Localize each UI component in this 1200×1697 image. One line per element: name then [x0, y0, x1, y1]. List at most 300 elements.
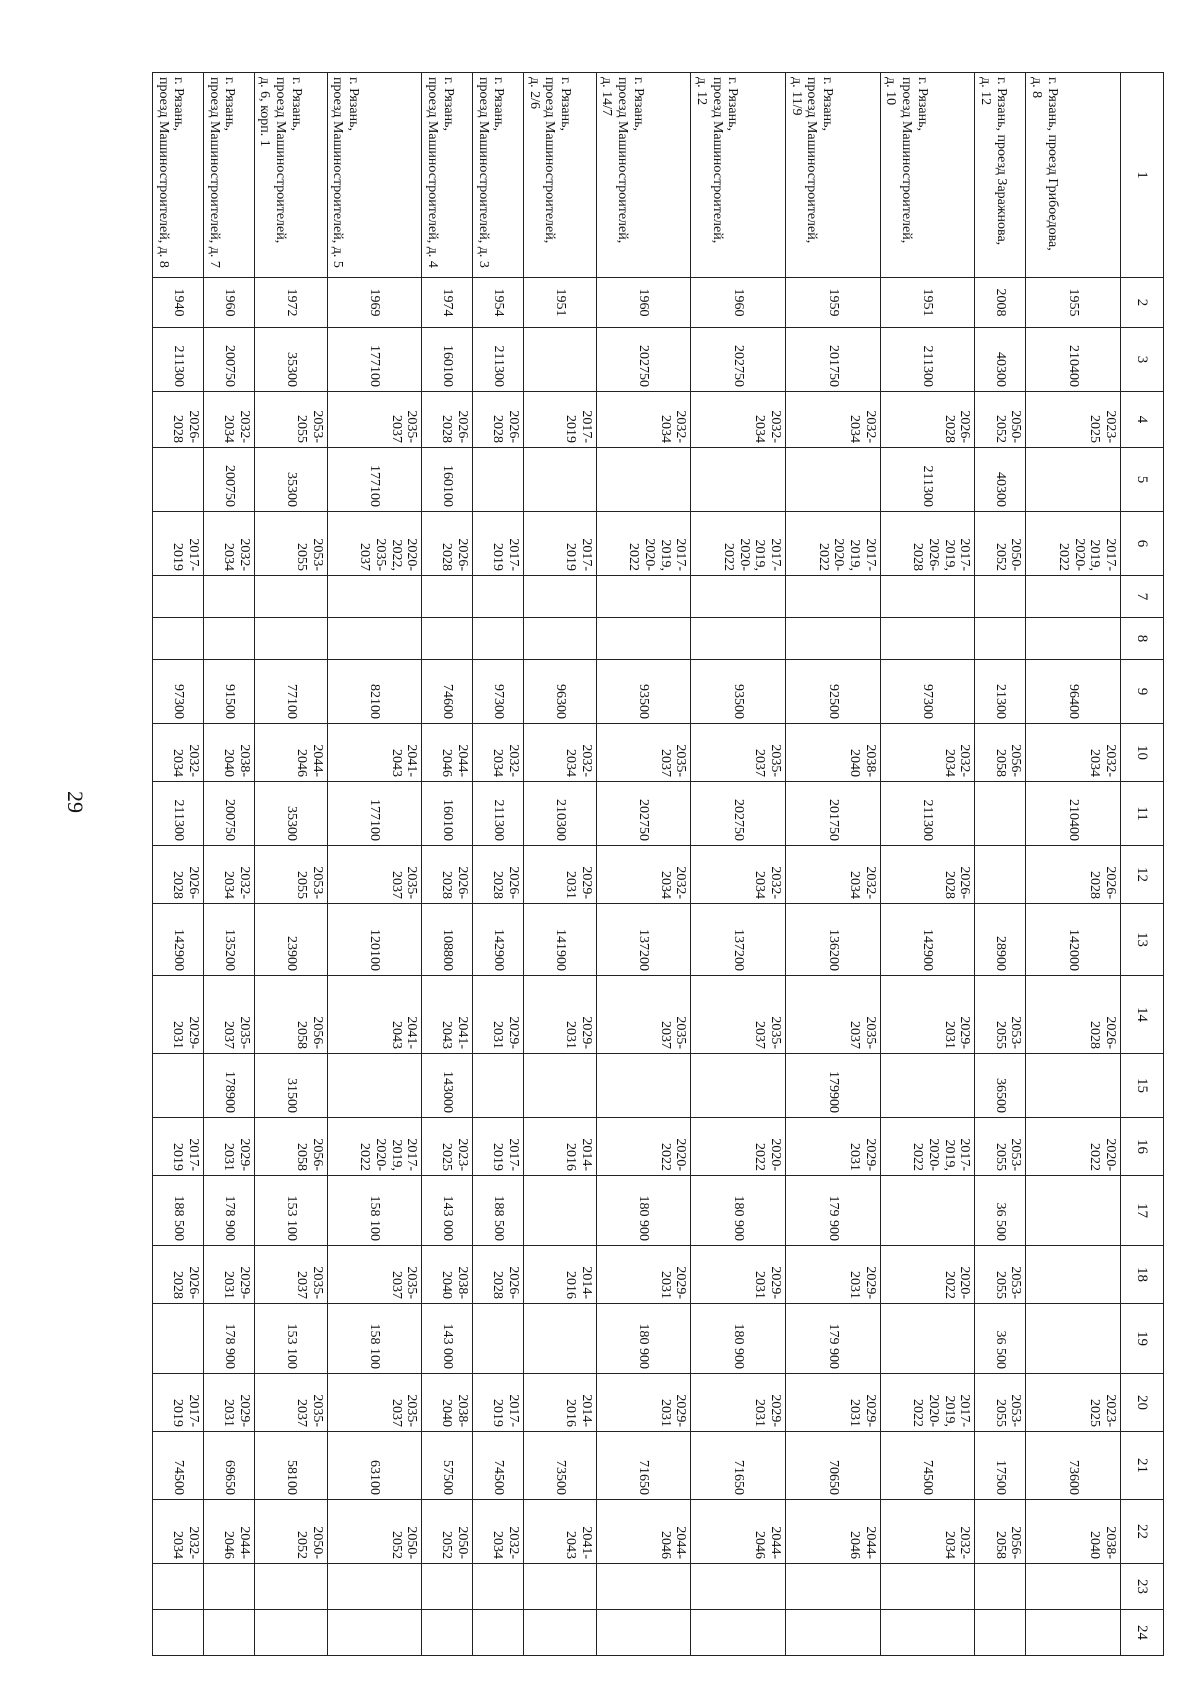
- address-cell: г. Рязань, проезд Машиностроителей, д. 6, корп. 1: [254, 73, 327, 278]
- column-header-9: 9: [1121, 660, 1164, 724]
- column-header-7: 7: [1121, 576, 1164, 618]
- cell-col-12: 2035- 2037: [327, 846, 422, 904]
- address-cell: г. Рязань, проезд Машиностроителей, д. 11/9: [786, 73, 881, 278]
- cell-col-6: 2017- 2019, 2026- 2028: [880, 512, 975, 576]
- cell-col-18: 2035- 2037: [327, 1246, 422, 1304]
- cell-col-17: 188 500: [153, 1176, 204, 1246]
- cell-col-12: 2032- 2034: [691, 846, 786, 904]
- cell-col-16: 2053- 2055: [975, 1118, 1026, 1176]
- address-cell: г. Рязань, проезд Машиностроителей, д. 4: [422, 73, 473, 278]
- cell-col-10: 2032- 2034: [153, 724, 204, 782]
- construction-year-cell: 1951: [523, 278, 596, 328]
- cell-col-11: 160100: [422, 782, 473, 846]
- cell-col-22: 2056- 2058: [975, 1500, 1026, 1564]
- cell-col-12: 2026- 2028: [422, 846, 473, 904]
- cell-col-23: [1026, 1564, 1121, 1610]
- cell-col-10: 2044- 2046: [422, 724, 473, 782]
- cell-col-13: 120100: [327, 904, 422, 976]
- construction-year-cell: 1951: [880, 278, 975, 328]
- cell-col-11: 200750: [203, 782, 254, 846]
- table-row: [473, 73, 524, 1656]
- cell-col-17: 180 900: [596, 1176, 691, 1246]
- construction-year-cell: 1959: [786, 278, 881, 328]
- cell-col-23: [596, 1564, 691, 1610]
- cell-col-21: 63100: [327, 1432, 422, 1500]
- column-header-1: 1: [1121, 73, 1164, 278]
- cell-col-19: [1026, 1304, 1121, 1374]
- construction-year-cell: 1972: [254, 278, 327, 328]
- cell-col-4: 2026- 2028: [880, 392, 975, 448]
- cell-col-16: 2017- 2019: [473, 1118, 524, 1176]
- table-row: [327, 73, 422, 1656]
- cell-col-7: [596, 576, 691, 618]
- cell-col-12: 2053- 2055: [254, 846, 327, 904]
- cell-col-19: 143 000: [422, 1304, 473, 1374]
- cell-col-16: 2020- 2022: [596, 1118, 691, 1176]
- cell-col-7: [975, 576, 1026, 618]
- column-header-17: 17: [1121, 1176, 1164, 1246]
- cell-col-13: 23900: [254, 904, 327, 976]
- cell-col-6: 2017- 2019, 2020- 2022: [786, 512, 881, 576]
- cell-col-5: [1026, 448, 1121, 512]
- cell-col-3: 200750: [203, 328, 254, 392]
- table-row: [153, 73, 204, 1656]
- cell-col-13: 142900: [153, 904, 204, 976]
- cell-col-9: 93500: [691, 660, 786, 724]
- address-cell: г. Рязань, проезд Машиностроителей, д. 12: [691, 73, 786, 278]
- cell-col-6: 2017- 2019: [523, 512, 596, 576]
- cell-col-22: 2044- 2046: [786, 1500, 881, 1564]
- cell-col-14: 2026- 2028: [1026, 976, 1121, 1054]
- cell-col-14: 2035- 2037: [596, 976, 691, 1054]
- cell-col-11: [975, 782, 1026, 846]
- cell-col-23: [691, 1564, 786, 1610]
- cell-col-5: [786, 448, 881, 512]
- cell-col-8: [523, 618, 596, 660]
- construction-year-cell: 1960: [596, 278, 691, 328]
- cell-col-6: 2017- 2019, 2020- 2022: [1026, 512, 1121, 576]
- table-row: [880, 73, 975, 1656]
- cell-col-3: 211300: [473, 328, 524, 392]
- cell-col-3: [523, 328, 596, 392]
- cell-col-17: 143 000: [422, 1176, 473, 1246]
- cell-col-22: 2050- 2052: [327, 1500, 422, 1564]
- cell-col-24: [203, 1610, 254, 1656]
- cell-col-7: [254, 576, 327, 618]
- cell-col-19: [153, 1304, 204, 1374]
- cell-col-14: 2029- 2031: [880, 976, 975, 1054]
- cell-col-13: 142900: [473, 904, 524, 976]
- cell-col-13: 141900: [523, 904, 596, 976]
- cell-col-8: [1026, 618, 1121, 660]
- column-header-23: 23: [1121, 1564, 1164, 1610]
- table-row: [1026, 73, 1121, 1656]
- table-row: [786, 73, 881, 1656]
- cell-col-23: [422, 1564, 473, 1610]
- cell-col-22: 2050- 2052: [422, 1500, 473, 1564]
- cell-col-4: 2032- 2034: [596, 392, 691, 448]
- cell-col-20: 2029- 2031: [203, 1374, 254, 1432]
- cell-col-24: [786, 1610, 881, 1656]
- cell-col-3: 35300: [254, 328, 327, 392]
- cell-col-6: 2020- 2022, 2035- 2037: [327, 512, 422, 576]
- cell-col-14: 2035- 2037: [786, 976, 881, 1054]
- cell-col-7: [691, 576, 786, 618]
- cell-col-19: 178 900: [203, 1304, 254, 1374]
- cell-col-23: [786, 1564, 881, 1610]
- cell-col-3: 160100: [422, 328, 473, 392]
- cell-col-15: [523, 1054, 596, 1118]
- table-row: [691, 73, 786, 1656]
- cell-col-7: [786, 576, 881, 618]
- cell-col-18: 2053- 2055: [975, 1246, 1026, 1304]
- cell-col-9: 97300: [880, 660, 975, 724]
- table-body: [153, 73, 1121, 1656]
- cell-col-23: [523, 1564, 596, 1610]
- cell-col-17: [880, 1176, 975, 1246]
- cell-col-6: 2032- 2034: [203, 512, 254, 576]
- cell-col-24: [1026, 1610, 1121, 1656]
- cell-col-3: 211300: [153, 328, 204, 392]
- cell-col-3: 211300: [880, 328, 975, 392]
- cell-col-11: 211300: [153, 782, 204, 846]
- column-header-22: 22: [1121, 1500, 1164, 1564]
- cell-col-21: 69650: [203, 1432, 254, 1500]
- cell-col-18: 2026- 2028: [153, 1246, 204, 1304]
- cell-col-15: [153, 1054, 204, 1118]
- cell-col-23: [153, 1564, 204, 1610]
- cell-col-9: 93500: [596, 660, 691, 724]
- cell-col-3: 210400: [1026, 328, 1121, 392]
- cell-col-8: [691, 618, 786, 660]
- construction-year-cell: 1969: [327, 278, 422, 328]
- cell-col-6: 2017- 2019: [473, 512, 524, 576]
- cell-col-6: 2026- 2028: [422, 512, 473, 576]
- cell-col-5: 160100: [422, 448, 473, 512]
- cell-col-18: 2029- 2031: [786, 1246, 881, 1304]
- cell-col-6: 2017- 2019: [153, 512, 204, 576]
- table-row: [523, 73, 596, 1656]
- construction-year-cell: 2008: [975, 278, 1026, 328]
- cell-col-6: 2017- 2019, 2020- 2022: [596, 512, 691, 576]
- cell-col-9: 91500: [203, 660, 254, 724]
- cell-col-15: [1026, 1054, 1121, 1118]
- cell-col-20: 2029- 2031: [691, 1374, 786, 1432]
- cell-col-4: 2053- 2055: [254, 392, 327, 448]
- cell-col-10: 2032- 2034: [1026, 724, 1121, 782]
- cell-col-3: 202750: [691, 328, 786, 392]
- cell-col-5: 40300: [975, 448, 1026, 512]
- cell-col-17: 180 900: [691, 1176, 786, 1246]
- cell-col-21: 70650: [786, 1432, 881, 1500]
- cell-col-4: 2017- 2019: [523, 392, 596, 448]
- cell-col-17: [523, 1176, 596, 1246]
- column-header-3: 3: [1121, 328, 1164, 392]
- cell-col-9: 96300: [523, 660, 596, 724]
- cell-col-11: 210300: [523, 782, 596, 846]
- cell-col-21: 73600: [1026, 1432, 1121, 1500]
- cell-col-16: 2017- 2019, 2020- 2022: [880, 1118, 975, 1176]
- column-header-11: 11: [1121, 782, 1164, 846]
- column-header-16: 16: [1121, 1118, 1164, 1176]
- cell-col-9: 77100: [254, 660, 327, 724]
- cell-col-8: [975, 618, 1026, 660]
- cell-col-21: 74500: [880, 1432, 975, 1500]
- cell-col-5: [691, 448, 786, 512]
- cell-col-18: 2020- 2022: [880, 1246, 975, 1304]
- construction-year-cell: 1960: [691, 278, 786, 328]
- cell-col-22: 2032- 2034: [153, 1500, 204, 1564]
- address-cell: г. Рязань, проезд Машиностроителей, д. 8: [153, 73, 204, 278]
- cell-col-6: 2017- 2019, 2020- 2022: [691, 512, 786, 576]
- cell-col-23: [254, 1564, 327, 1610]
- cell-col-24: [523, 1610, 596, 1656]
- cell-col-11: 202750: [691, 782, 786, 846]
- construction-year-cell: 1960: [203, 278, 254, 328]
- cell-col-10: 2035- 2037: [691, 724, 786, 782]
- cell-col-21: 71650: [691, 1432, 786, 1500]
- cell-col-10: 2032- 2034: [523, 724, 596, 782]
- cell-col-11: 35300: [254, 782, 327, 846]
- cell-col-16: 2020- 2022: [691, 1118, 786, 1176]
- cell-col-14: 2029- 2031: [523, 976, 596, 1054]
- cell-col-16: 2017- 2019: [153, 1118, 204, 1176]
- cell-col-16: 2056- 2058: [254, 1118, 327, 1176]
- cell-col-4: 2032- 2034: [203, 392, 254, 448]
- cell-col-5: [596, 448, 691, 512]
- cell-col-7: [203, 576, 254, 618]
- cell-col-3: 40300: [975, 328, 1026, 392]
- cell-col-21: 57500: [422, 1432, 473, 1500]
- cell-col-19: 158 100: [327, 1304, 422, 1374]
- cell-col-18: 2035- 2037: [254, 1246, 327, 1304]
- cell-col-6: 2050- 2052: [975, 512, 1026, 576]
- cell-col-22: 2044- 2046: [203, 1500, 254, 1564]
- cell-col-19: [523, 1304, 596, 1374]
- cell-col-13: 108800: [422, 904, 473, 976]
- cell-col-8: [473, 618, 524, 660]
- cell-col-13: 137200: [691, 904, 786, 976]
- cell-col-13: 142900: [880, 904, 975, 976]
- cell-col-19: 153 100: [254, 1304, 327, 1374]
- cell-col-12: 2032- 2034: [203, 846, 254, 904]
- cell-col-9: 97300: [473, 660, 524, 724]
- cell-col-22: 2041- 2043: [523, 1500, 596, 1564]
- column-header-15: 15: [1121, 1054, 1164, 1118]
- construction-year-cell: 1940: [153, 278, 204, 328]
- page-number: 29: [63, 791, 88, 813]
- rotated-table-container: [152, 72, 1164, 1640]
- cell-col-10: 2032- 2034: [880, 724, 975, 782]
- cell-col-5: 35300: [254, 448, 327, 512]
- cell-col-10: 2041- 2043: [327, 724, 422, 782]
- address-cell: г. Рязань, проезд Грибоедова, д. 8: [1026, 73, 1121, 278]
- cell-col-12: 2026- 2028: [473, 846, 524, 904]
- cell-col-17: 158 100: [327, 1176, 422, 1246]
- cell-col-6: 2053- 2055: [254, 512, 327, 576]
- column-header-6: 6: [1121, 512, 1164, 576]
- cell-col-12: 2032- 2034: [786, 846, 881, 904]
- column-header-18: 18: [1121, 1246, 1164, 1304]
- cell-col-22: 2050- 2052: [254, 1500, 327, 1564]
- cell-col-19: [880, 1304, 975, 1374]
- cell-col-22: 2032- 2034: [880, 1500, 975, 1564]
- cell-col-24: [153, 1610, 204, 1656]
- cell-col-15: [327, 1054, 422, 1118]
- construction-year-cell: 1954: [473, 278, 524, 328]
- address-cell: г. Рязань, проезд Машиностроителей, д. 2/6: [523, 73, 596, 278]
- cell-col-15: [473, 1054, 524, 1118]
- cell-col-16: 2029- 2031: [786, 1118, 881, 1176]
- cell-col-11: 202750: [596, 782, 691, 846]
- cell-col-17: [1026, 1176, 1121, 1246]
- cell-col-15: 179900: [786, 1054, 881, 1118]
- cell-col-11: 177100: [327, 782, 422, 846]
- cell-col-21: 74500: [153, 1432, 204, 1500]
- cell-col-8: [596, 618, 691, 660]
- cell-col-9: 74600: [422, 660, 473, 724]
- cell-col-23: [203, 1564, 254, 1610]
- cell-col-8: [422, 618, 473, 660]
- cell-col-15: 36500: [975, 1054, 1026, 1118]
- column-header-13: 13: [1121, 904, 1164, 976]
- cell-col-11: 201750: [786, 782, 881, 846]
- column-header-12: 12: [1121, 846, 1164, 904]
- cell-col-12: [975, 846, 1026, 904]
- cell-col-20: 2029- 2031: [786, 1374, 881, 1432]
- cell-col-8: [203, 618, 254, 660]
- cell-col-4: 2026- 2028: [473, 392, 524, 448]
- cell-col-19: 36 500: [975, 1304, 1026, 1374]
- cell-col-7: [153, 576, 204, 618]
- cell-col-19: 179 900: [786, 1304, 881, 1374]
- cell-col-8: [254, 618, 327, 660]
- column-header-8: 8: [1121, 618, 1164, 660]
- cell-col-20: 2038- 2040: [422, 1374, 473, 1432]
- cell-col-18: 2026- 2028: [473, 1246, 524, 1304]
- cell-col-5: [523, 448, 596, 512]
- cell-col-10: 2032- 2034: [473, 724, 524, 782]
- cell-col-20: 2023- 2025: [1026, 1374, 1121, 1432]
- cell-col-11: 210400: [1026, 782, 1121, 846]
- cell-col-8: [786, 618, 881, 660]
- cell-col-19: 180 900: [596, 1304, 691, 1374]
- cell-col-5: 211300: [880, 448, 975, 512]
- cell-col-23: [880, 1564, 975, 1610]
- cell-col-20: 2029- 2031: [596, 1374, 691, 1432]
- cell-col-15: [691, 1054, 786, 1118]
- table-row: [203, 73, 254, 1656]
- address-cell: г. Рязань, проезд Машиностроителей, д. 3: [473, 73, 524, 278]
- cell-col-17: 153 100: [254, 1176, 327, 1246]
- cell-col-22: 2044- 2046: [596, 1500, 691, 1564]
- construction-year-cell: 1974: [422, 278, 473, 328]
- cell-col-14: 2056- 2058: [254, 976, 327, 1054]
- cell-col-24: [327, 1610, 422, 1656]
- cell-col-15: 143000: [422, 1054, 473, 1118]
- cell-col-15: [596, 1054, 691, 1118]
- cell-col-21: 17500: [975, 1432, 1026, 1500]
- column-header-19: 19: [1121, 1304, 1164, 1374]
- cell-col-18: 2029- 2031: [691, 1246, 786, 1304]
- cell-col-10: 2038- 2040: [786, 724, 881, 782]
- cell-col-22: 2038- 2040: [1026, 1500, 1121, 1564]
- cell-col-3: 201750: [786, 328, 881, 392]
- cell-col-17: 179 900: [786, 1176, 881, 1246]
- column-number-row: [1121, 73, 1164, 1656]
- cell-col-21: 71650: [596, 1432, 691, 1500]
- cell-col-24: [473, 1610, 524, 1656]
- cell-col-3: 202750: [596, 328, 691, 392]
- cell-col-12: 2032- 2034: [596, 846, 691, 904]
- cell-col-9: 92500: [786, 660, 881, 724]
- cell-col-12: 2026- 2028: [153, 846, 204, 904]
- cell-col-15: 31500: [254, 1054, 327, 1118]
- cell-col-23: [327, 1564, 422, 1610]
- cell-col-14: 2053- 2055: [975, 976, 1026, 1054]
- cell-col-24: [880, 1610, 975, 1656]
- cell-col-4: 2050- 2052: [975, 392, 1026, 448]
- cell-col-7: [327, 576, 422, 618]
- cell-col-17: 178 900: [203, 1176, 254, 1246]
- table-row: [254, 73, 327, 1656]
- cell-col-12: 2029- 2031: [523, 846, 596, 904]
- cell-col-20: 2053- 2055: [975, 1374, 1026, 1432]
- address-cell: г. Рязань, проезд Машиностроителей, д. 7: [203, 73, 254, 278]
- cell-col-9: 96400: [1026, 660, 1121, 724]
- table-row: [422, 73, 473, 1656]
- cell-col-16: 2023- 2025: [422, 1118, 473, 1176]
- cell-col-7: [473, 576, 524, 618]
- cell-col-20: 2014- 2016: [523, 1374, 596, 1432]
- cell-col-19: [473, 1304, 524, 1374]
- cell-col-20: 2017- 2019, 2020- 2022: [880, 1374, 975, 1432]
- cell-col-20: 2035- 2037: [327, 1374, 422, 1432]
- cell-col-24: [254, 1610, 327, 1656]
- cell-col-15: [880, 1054, 975, 1118]
- cell-col-20: 2035- 2037: [254, 1374, 327, 1432]
- cell-col-9: 21300: [975, 660, 1026, 724]
- cell-col-13: 135200: [203, 904, 254, 976]
- cell-col-18: 2029- 2031: [596, 1246, 691, 1304]
- table-row: [596, 73, 691, 1656]
- cell-col-9: 82100: [327, 660, 422, 724]
- cell-col-22: 2044- 2046: [691, 1500, 786, 1564]
- cell-col-4: 2032- 2034: [786, 392, 881, 448]
- address-cell: г. Рязань, проезд Машиностроителей, д. 5: [327, 73, 422, 278]
- cell-col-12: 2026- 2028: [880, 846, 975, 904]
- cell-col-14: 2035- 2037: [691, 976, 786, 1054]
- table-row: [975, 73, 1026, 1656]
- cell-col-16: 2020- 2022: [1026, 1118, 1121, 1176]
- cell-col-13: 28900: [975, 904, 1026, 976]
- cell-col-14: 2041- 2043: [422, 976, 473, 1054]
- column-header-2: 2: [1121, 278, 1164, 328]
- cell-col-18: [1026, 1246, 1121, 1304]
- cell-col-18: 2029- 2031: [203, 1246, 254, 1304]
- cell-col-23: [473, 1564, 524, 1610]
- cell-col-24: [596, 1610, 691, 1656]
- cell-col-14: 2029- 2031: [153, 976, 204, 1054]
- cell-col-10: 2056- 2058: [975, 724, 1026, 782]
- cell-col-4: 2026- 2028: [422, 392, 473, 448]
- cell-col-10: 2038- 2040: [203, 724, 254, 782]
- cell-col-14: 2041- 2043: [327, 976, 422, 1054]
- cell-col-10: 2044- 2046: [254, 724, 327, 782]
- cell-col-5: [473, 448, 524, 512]
- cell-col-15: 178900: [203, 1054, 254, 1118]
- cell-col-8: [880, 618, 975, 660]
